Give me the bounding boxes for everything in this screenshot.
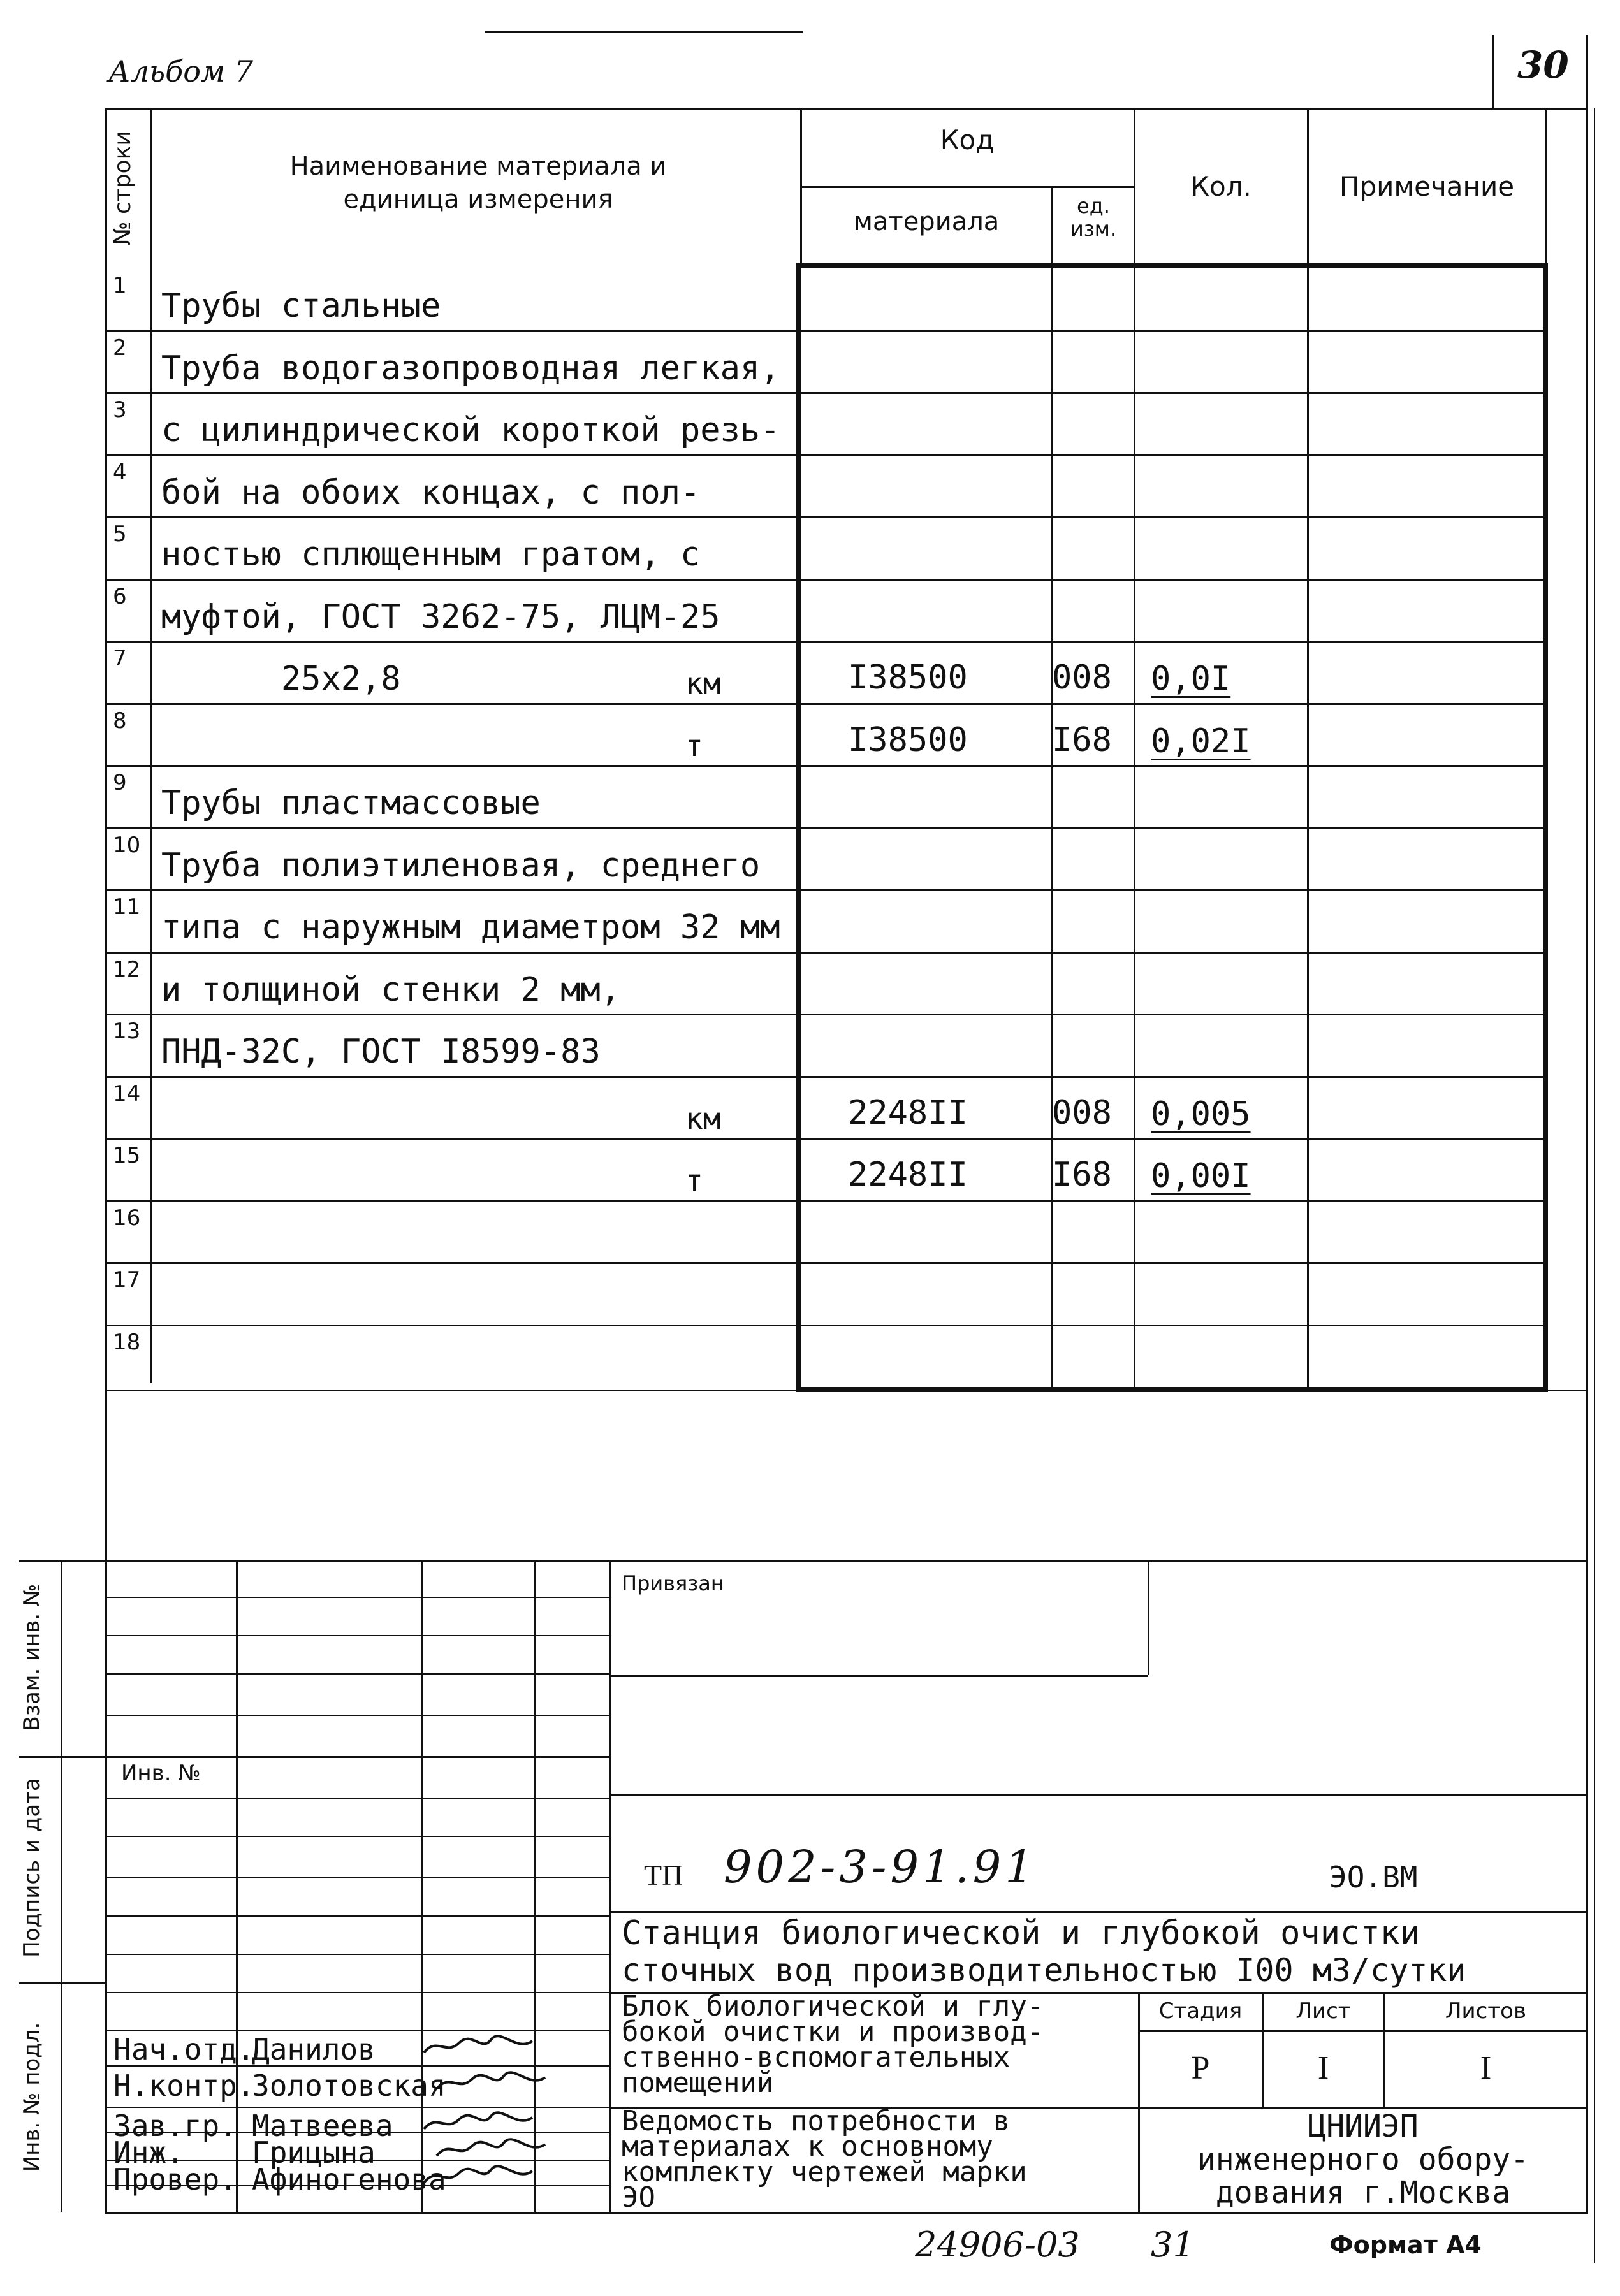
tp-number: 902-3-91.91 xyxy=(724,1841,1037,1893)
signature-icon xyxy=(434,2070,548,2095)
margin-split-1 xyxy=(19,1756,105,1758)
material-name: Труба водогазопроводная легкая, xyxy=(161,349,780,388)
unit-name: км xyxy=(685,666,721,701)
tb-privyazan-bottom xyxy=(609,1675,1148,1677)
title-block-row-line xyxy=(105,2107,609,2108)
material-code-header: материала xyxy=(853,207,1000,236)
document-title-line4: ЭО xyxy=(622,2181,655,2214)
block-title-line4: помещений xyxy=(622,2067,774,2099)
code-subheader-line xyxy=(800,186,1134,188)
unit-code: I68 xyxy=(1052,1156,1112,1194)
block-title-line2: бокой очистки и производ- xyxy=(622,2016,1044,2048)
row-number: 5 xyxy=(113,521,127,547)
tp-prefix: ТП xyxy=(644,1859,683,1891)
row-number: 3 xyxy=(113,397,127,423)
col-line-unit-head xyxy=(1051,186,1053,265)
tb-col-4 xyxy=(609,1560,611,2212)
row-number: 1 xyxy=(113,273,127,298)
quantity: 0,0I xyxy=(1151,660,1231,698)
table-row xyxy=(105,268,1588,330)
stage-value: Р xyxy=(1191,2050,1210,2086)
tb-stage-head-line xyxy=(1138,2030,1588,2032)
row-number: 10 xyxy=(113,832,141,858)
organization-line3: дования г.Москва xyxy=(1215,2175,1511,2211)
title-block-row-line xyxy=(105,1954,609,1955)
organization-line2: инженерного обору- xyxy=(1197,2142,1529,2177)
table-row xyxy=(105,703,1588,766)
margin-strip-line xyxy=(61,1560,62,2212)
archive-page: 31 xyxy=(1151,2225,1195,2265)
tb-bottom-line xyxy=(105,2212,1588,2214)
material-code: 2248II xyxy=(848,1093,968,1132)
unit-name: км xyxy=(685,1101,721,1136)
row-number: 16 xyxy=(113,1205,141,1231)
row-number-header: № строки xyxy=(110,131,136,245)
archive-number: 24906-03 xyxy=(915,2225,1080,2265)
organization xyxy=(1140,2110,1586,2209)
quantity: 0,00I xyxy=(1151,1157,1251,1195)
frame-top xyxy=(105,108,1588,110)
margin-strip-top xyxy=(19,1560,105,1562)
tb-code-top xyxy=(609,1794,1588,1796)
signer-name: Афиногенова xyxy=(252,2162,446,2197)
qty-header: Кол. xyxy=(1190,171,1251,202)
table-row xyxy=(105,392,1588,454)
material-name: с цилиндрической короткой резь- xyxy=(161,411,780,449)
unit-header: ед. изм. xyxy=(1070,194,1117,241)
page-box-divider xyxy=(1492,35,1494,108)
unit-code: 008 xyxy=(1052,658,1112,697)
signature-icon xyxy=(421,2033,536,2059)
signer-role: Инж. xyxy=(113,2135,184,2170)
block-title xyxy=(622,1990,1135,2099)
col-line-qty-head xyxy=(1134,108,1135,265)
table-row xyxy=(105,330,1588,393)
quantity: 0,02I xyxy=(1151,722,1251,760)
row-number: 11 xyxy=(113,894,141,920)
title-block-row-line xyxy=(105,1798,609,1799)
title-block-row-line xyxy=(105,1635,609,1636)
material-code: 2248II xyxy=(848,1156,968,1194)
row-number: 9 xyxy=(113,770,127,796)
row-number: 17 xyxy=(113,1267,141,1293)
table-row xyxy=(105,765,1588,827)
signer-role: Н.контр. xyxy=(113,2068,255,2103)
name-header: Наименование материала и единица измерения xyxy=(289,152,667,214)
document-mark: ЭО.ВМ xyxy=(1329,1860,1418,1894)
material-name: и толщиной стенки 2 мм, xyxy=(161,970,621,1009)
title-block-row-line xyxy=(105,1915,609,1917)
tb-privyazan-split xyxy=(1148,1560,1149,1675)
unit-code: I68 xyxy=(1052,720,1112,759)
document-title xyxy=(622,2105,1135,2214)
format-label: Формат А4 xyxy=(1329,2231,1482,2259)
material-name: типа с наружным диаметром 32 мм xyxy=(161,908,780,947)
table-row xyxy=(105,1200,1588,1263)
title-block-row-line xyxy=(105,1992,609,1993)
signature-icon xyxy=(421,2163,536,2189)
row-number: 13 xyxy=(113,1019,141,1044)
quantity: 0,005 xyxy=(1151,1094,1251,1133)
col-line-note-head xyxy=(1307,108,1309,265)
table-row xyxy=(105,516,1588,579)
row-number: 4 xyxy=(113,459,127,485)
unit-name: т xyxy=(685,728,703,763)
table-bottom-line xyxy=(105,1390,1588,1391)
organization-line1: ЦНИИЭП xyxy=(1308,2109,1419,2144)
material-name: ностью сплющенным гратом, с xyxy=(161,535,701,574)
vzam-inv-label: Взам. инв. № xyxy=(19,1583,45,1731)
material-code: I38500 xyxy=(848,720,968,759)
table-row xyxy=(105,641,1588,703)
stage-label: Стадия xyxy=(1158,1998,1243,2024)
signer-role: Зав.гр. xyxy=(113,2109,237,2143)
material-name: муфтой, ГОСТ 3262-75, ЛЦМ-25 xyxy=(161,597,720,636)
table-row xyxy=(105,454,1588,517)
title-block-row-line xyxy=(105,1673,609,1675)
row-number: 6 xyxy=(113,583,127,609)
table-row xyxy=(105,1138,1588,1200)
privyazan-label: Привязан xyxy=(622,1571,724,1595)
row-number: 15 xyxy=(113,1143,141,1168)
signer-role: Нач.отд. xyxy=(113,2032,255,2067)
title-block-row-line xyxy=(105,1715,609,1716)
row-number: 8 xyxy=(113,708,127,734)
album-label: Альбом 7 xyxy=(108,54,253,89)
material-name: ПНД-32С, ГОСТ I8599-83 xyxy=(161,1033,601,1071)
data-top-thick xyxy=(796,263,1548,268)
unit-name: т xyxy=(685,1163,703,1198)
material-code: I38500 xyxy=(848,658,968,697)
page-box-right xyxy=(1586,35,1588,108)
tb-code-bottom xyxy=(609,1911,1588,1913)
signer-name: Золотовская xyxy=(252,2068,446,2103)
row-number: 14 xyxy=(113,1080,141,1107)
material-name: Труба полиэтиленовая, среднего xyxy=(161,846,761,885)
signer-name: Данилов xyxy=(252,2032,376,2067)
material-name: бой на обоих концах, с пол- xyxy=(161,473,701,512)
sheets-label: Листов xyxy=(1445,1998,1526,2024)
inv-podl-label: Инв. № подл. xyxy=(19,2022,45,2172)
margin-split-2 xyxy=(19,1982,105,1984)
sheets-value: I xyxy=(1480,2050,1492,2086)
unit-code: 008 xyxy=(1052,1093,1112,1132)
signature-icon xyxy=(421,2110,536,2135)
signer-name: Грицына xyxy=(252,2135,376,2170)
table-row xyxy=(105,1262,1588,1325)
table-row xyxy=(105,1076,1588,1138)
col-line-end-head xyxy=(1545,108,1547,265)
table-row xyxy=(105,952,1588,1014)
edge-line xyxy=(1594,108,1595,2263)
row-number: 18 xyxy=(113,1329,141,1355)
code-header: Код xyxy=(940,124,995,156)
document-title-line1: Ведомость потребности в xyxy=(622,2105,1011,2137)
note-header: Примечание xyxy=(1339,171,1515,202)
page-number: 30 xyxy=(1517,43,1569,87)
row-number: 2 xyxy=(113,335,127,361)
signature-date-label: Подпись и дата xyxy=(19,1778,45,1958)
material-name: Трубы стальные xyxy=(161,287,441,325)
title-block-row-line xyxy=(105,1877,609,1878)
inv-no-label: Инв. № xyxy=(121,1761,201,1786)
row-number: 7 xyxy=(113,646,127,671)
table-row xyxy=(105,1325,1588,1387)
tb-inv-line xyxy=(105,1756,609,1758)
row-number: 12 xyxy=(113,956,141,982)
table-row xyxy=(105,579,1588,641)
title-block-row-line xyxy=(105,2030,609,2031)
signer-name: Матвеева xyxy=(252,2109,393,2143)
title-block-row-line xyxy=(105,1836,609,1837)
document-title-line2: материалах к основному xyxy=(622,2130,993,2163)
block-title-line3: ственно-вспомогательных xyxy=(622,2041,1011,2074)
sheet-label: Лист xyxy=(1295,1998,1351,2024)
document-title-line3: комплекту чертежей марки xyxy=(622,2156,1027,2188)
table-row xyxy=(105,1014,1588,1076)
block-title-line1: Блок биологической и глу- xyxy=(622,1990,1044,2023)
material-name: 25x2,8 xyxy=(161,660,401,698)
table-row xyxy=(105,889,1588,952)
material-name: Трубы пластмассовые xyxy=(161,784,541,822)
project-title-line2: сточных вод производительностью I00 м3/сутки xyxy=(622,1952,1466,1989)
title-block-row-line xyxy=(105,1597,609,1598)
tb-top-line xyxy=(105,1560,1588,1562)
project-title-line1: Станция биологической и глубокой очистки xyxy=(622,1914,1420,1952)
sheet-value: I xyxy=(1317,2050,1329,2086)
signature-icon xyxy=(434,2137,548,2162)
signer-role: Провер. xyxy=(113,2162,237,2197)
top-rule xyxy=(485,31,803,33)
table-row xyxy=(105,827,1588,890)
